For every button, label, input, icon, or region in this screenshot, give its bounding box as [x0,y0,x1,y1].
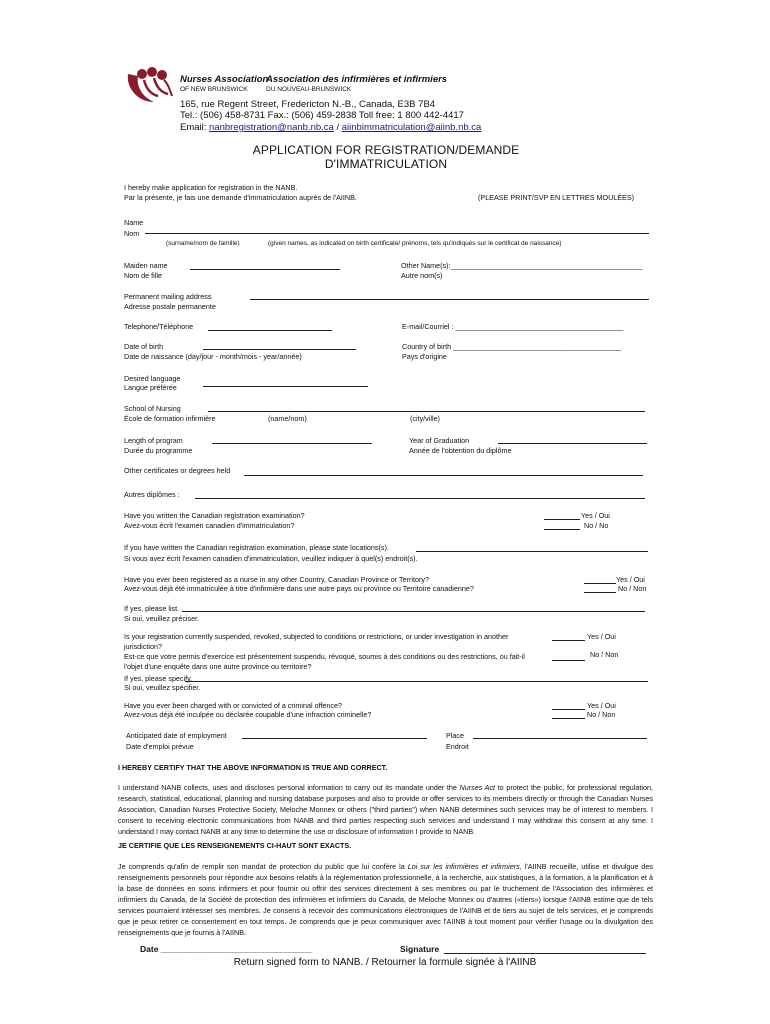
province-en: OF NEW BRUNSWICK [180,86,248,93]
nanb-logo [124,66,176,106]
name-label-fr: Nom [124,229,140,238]
place-field[interactable] [473,738,647,739]
exam-location-en: If you have written the Canadian registration examination, please state locations(s). [124,543,389,552]
suspended-specify-en: If yes, please specify. [124,674,193,683]
signature-label: Signature [400,944,440,954]
maiden-label-en: Maiden name [124,261,168,270]
reg-other-fr: Avez-vous déjà été immatriculée à titre d'infirmière dans une autre pays ou province ou Territoire canadienne? [124,584,474,593]
program-label-en: Length of program [124,436,183,445]
place-label-fr: Endroit [446,742,469,751]
exam-question-en: Have you written the Canadian registration examination? [124,511,305,520]
name-label-en: Name [124,218,144,227]
employment-label-en: Anticipated date of employment [126,731,227,740]
exam-location-field[interactable] [416,551,648,552]
criminal-yes-label: Yes / Oui [587,701,616,710]
suspended-yes-label: Yes / Oui [587,632,616,641]
exam-location-fr: Si vous avez écrit l'examen canadien d'immatriculation, veuillez indiquer à quel(s) endroit(s). [124,554,418,563]
reg-other-yes-label: Yes / Oui [616,575,645,584]
reg-other-en: Have you ever been registered as a nurse in any other Country, Canadian Province or Territory? [124,575,429,584]
language-field[interactable] [203,386,368,387]
exam-no-label: No / No [584,521,609,530]
province-fr: DU NOUVEAU-BRUNSWICK [266,86,352,93]
criminal-q-en: Have you ever been charged with or convicted of a criminal offence? [124,701,343,710]
language-label-en: Desired language [124,374,181,383]
graduation-label-fr: Année de l'obtention du diplôme [409,446,512,455]
autres-diplomes-label: Autres diplômes : [124,490,180,499]
graduation-label-en: Year of Graduation [409,436,470,445]
given-names-hint: (given names, as indicated on birth certificate/ prénoms, tels qu'indiqués sur le certificat de naissance) [268,240,562,247]
org-phone: Tel.: (506) 458-8731 Fax.: (506) 459-2838 Toll free: 1 800 442-4417 [180,110,464,121]
certify-fr: JE CERTIFIE QUE LES RENSEIGNEMENTS CI-HAUT SONT EXACTS. [118,841,352,850]
list-label-en: If yes, please list. [124,604,180,613]
suspended-q-fr1: Est-ce que votre permis d'exercice est présentement suspendu, révoqué, soumis à des conditions ou des restrictions, ou fait-il [124,652,525,661]
return-note: Return signed form to NANB. / Retourner la formule signée à l'AIINB [233,957,537,968]
graduation-year-field[interactable] [498,443,647,444]
signature-field[interactable] [444,953,646,954]
school-field[interactable] [208,411,645,412]
suspended-q-fr2: l'objet d'une enquête dans une autre province ou territoire? [124,662,312,671]
criminal-no-label: No / Non [587,710,616,719]
school-name-hint: (name/nom) [268,414,307,423]
list-field[interactable] [182,611,645,612]
email-link-nanb[interactable]: nanbregistration@nanb.nb.ca [209,122,334,133]
phone-label: Telephone/Téléphone [124,322,194,331]
suspended-specify-field[interactable] [185,681,648,682]
suspended-yes-field[interactable] [552,640,585,641]
exam-no-field[interactable] [544,529,580,530]
language-label-fr: Langue préférée [124,383,177,392]
program-label-fr: Durée du programme [124,446,193,455]
org-name-fr: Association des infirmières et infirmiers [266,74,448,85]
suspended-q-en2: jurisdiction? [124,642,162,651]
phone-field[interactable] [208,330,332,331]
print-note: (PLEASE PRINT/SVP EN LETTRES MOULÉES) [478,193,635,202]
certify-en: I HEREBY CERTIFY THAT THE ABOVE INFORMATION IS TRUE AND CORRECT. [118,763,388,772]
school-label-fr: École de formation infirmière [124,414,216,423]
maiden-label-fr: Nom de fille [124,271,162,280]
email-label: Email: [180,122,207,133]
email-link-aiinb[interactable]: aiinbimmatriculation@aiinb.nb.ca [341,122,482,133]
email-field[interactable]: E-mail/Courriel : __________________________________________ [402,322,624,331]
school-city-hint: (city/ville) [410,414,440,423]
form-title-line1: APPLICATION FOR REGISTRATION/DEMANDE [252,143,520,157]
other-cert-label: Other certificates or degrees held [124,466,231,475]
suspended-no-label: No / Non [590,650,619,659]
program-length-field[interactable] [212,443,372,444]
other-names-label-fr: Autre nom(s) [401,271,443,280]
criminal-yes-field[interactable] [552,709,585,710]
dob-label-fr: Date de naissance (day/jour - month/mois - year/année) [124,352,302,361]
dob-field[interactable] [203,349,356,350]
privacy-statement-en: I understand NANB collects, uses and discloses personal information to carry out its mandate under the Nurses Act to protect the public, for professional regulation, research, statistical, educational, planning and nursing database purposes and also to provide or offer services to its members directly or through the Canadian Nurses Association, Canadian Nurses Protective Society, Meloche Monnex or others ("third parties") when NANB determines such services may be of interest to members. I consent to receiving electronic communications from NANB and third parties respecting such services and understand I may withdraw this consent at any time. I understand I may contact NANB at any time to determine the use or disclosure of information I provide to NANB. [118,783,653,836]
maiden-name-field[interactable] [190,269,340,270]
privacy-statement-fr: Je comprends qu'afin de remplir son mandat de protection du public que lui confère la Loi sur les infirmières et infirmiers, l'AIINB recueille, utilise et divulgue des renseignements personnels pour répondre aux besoins relatifs à la réglementation professionnelle, à la recherche, aux statistiques, à la formation, à la planification et à la base de données en soins infirmiers et pour fournir ou offrir des services directement à ses membres ou par le truchement de l'Association des infirmières et infirmiers du Canada, de la Société de protection des infirmières et infirmiers du Canada, de Meloche Monnex ou d'autres («tiers») lorsque l'AIINB estime que de tels services pourraient intéresser ses membres. Je consens à recevoir des communications électroniques de l'AIINB et de tiers au sujet de tels services, et je comprends que je peux retirer ce consentement en tout temps. Je comprends que je peux communiquer avec l'AIINB à tout moment pour vérifier l'usage ou la divulgation des renseignements que je fournis à l'AIINB. [118,862,653,937]
intro-en: I hereby make application for registration in the NANB. [124,183,298,192]
form-title-line2: D'IMMATRICULATION [324,157,448,171]
name-field[interactable] [145,233,649,234]
employment-label-fr: Date d'emploi prévue [126,742,194,751]
date-field[interactable]: Date ________________________________ [140,944,313,954]
exam-yes-field[interactable] [544,519,580,520]
other-cert-field[interactable] [244,475,643,476]
mailing-label-fr: Adresse postale permanente [124,302,216,311]
autres-diplomes-field[interactable] [195,498,645,499]
exam-yes-label: Yes / Oui [581,511,610,520]
employment-date-field[interactable] [242,738,427,739]
reg-other-no-label: No / Non [618,584,647,593]
suspended-no-field[interactable] [552,660,585,661]
intro-fr: Par la présente, je fais une demande d'immatriculation auprès de l'AIINB. [124,193,357,202]
mailing-address-field[interactable] [250,299,649,300]
surname-hint: (surname/nom de famille) [166,240,240,247]
suspended-specify-fr: Si oui, veuillez spécifier. [124,683,201,692]
suspended-q-en1: Is your registration currently suspended, revoked, subjected to conditions or restrictions, or under investigation in another [124,632,509,641]
other-names-field[interactable]: Other Name(s):________________________________________________ [401,261,643,270]
org-address: 165, rue Regent Street, Fredericton N.-B., Canada, E3B 7B4 [180,99,436,110]
mailing-label-en: Permanent mailing address [124,292,212,301]
place-label-en: Place [446,731,464,740]
org-email-row: Email: nanbregistration@nanb.nb.ca / aiinbimmatriculation@aiinb.nb.ca [180,122,482,133]
reg-other-no-field[interactable] [584,592,616,593]
criminal-q-fr: Avez-vous déjà été inculpée ou déclarée coupable d'une infraction criminelle? [124,710,372,719]
criminal-no-field[interactable] [552,718,585,719]
org-name-en: Nurses Association [180,74,269,85]
school-label-en: School of Nursing [124,404,181,413]
reg-other-yes-field[interactable] [584,583,616,584]
dob-label-en: Date of birth [124,342,164,351]
exam-question-fr: Avez-vous écrit l'examen canadien d'immatriculation? [124,521,295,530]
country-birth-field[interactable]: Country of birth __________________________________________ [402,342,622,351]
country-birth-label-fr: Pays d'origine [402,352,447,361]
list-label-fr: Si oui, veuillez préciser. [124,614,200,623]
